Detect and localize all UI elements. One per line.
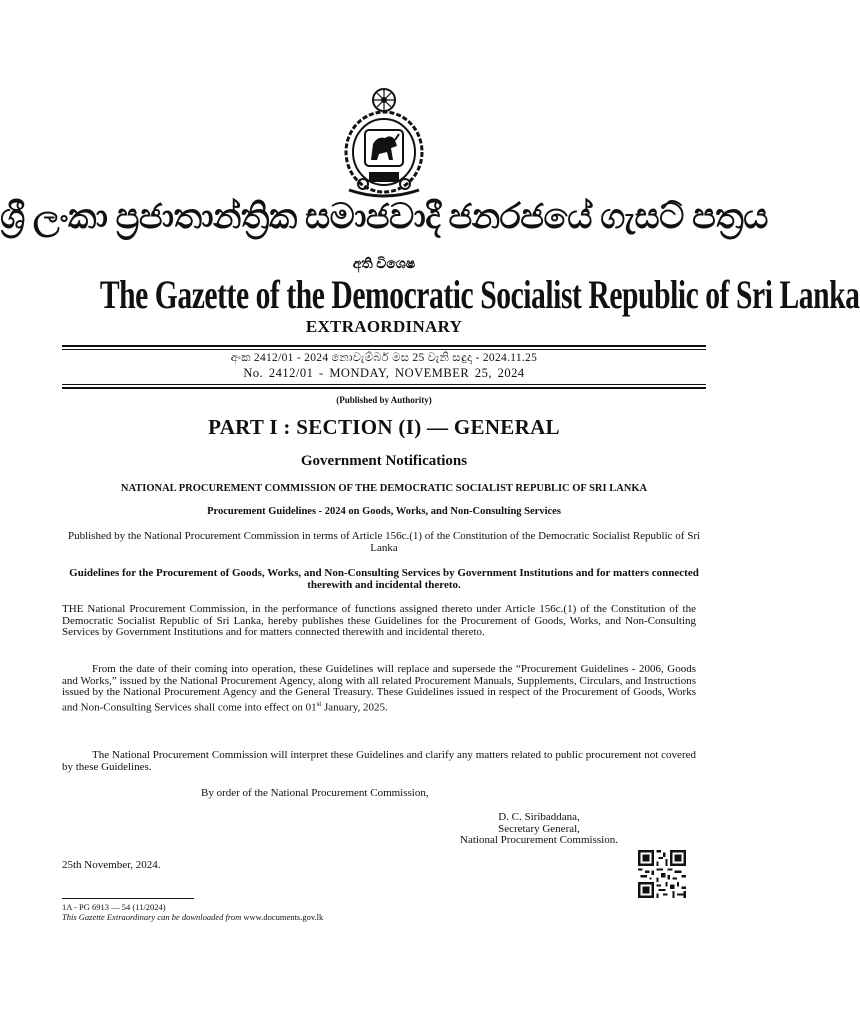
signatory-title: Secretary General, <box>498 822 580 835</box>
section-heading: Government Notifications <box>300 453 468 469</box>
download-link[interactable]: www.documents.gov.lk <box>243 912 324 922</box>
gazette-title-english: The Gazette of the Democratic Socialist Republic of Sri Lanka <box>99 272 860 317</box>
guidelines-title: Procurement Guidelines - 2024 on Goods, Works, and Non-Consulting Services <box>207 506 561 517</box>
published-by-authority: (Published by Authority) <box>336 395 432 405</box>
signatory-organization: National Procurement Commission. <box>460 834 618 847</box>
notice-date: 25th November, 2024. <box>62 859 161 871</box>
signature-block <box>424 812 654 847</box>
body-paragraph-2-text: From the date of their coming into operation, these Guidelines will replace and supersede the “Procurement Guidelines - 2006, Goods and Works,” issued by the National Procurement Agency, along with all related Procurement Manuals, Supplements, Circulars, and Instructions issued by the National Procurement Agency and the General Treasury. These Guidelines issued in respect of the Procurement of Goods, Works and Non-Consulting Services shall come into effect on 01 <box>62 663 696 714</box>
header-rule <box>62 387 706 389</box>
extraordinary-label-sinhala: අති විශෙෂ <box>352 257 416 272</box>
extraordinary-label: EXTRAORDINARY <box>305 317 463 336</box>
body-paragraph-3: The National Procurement Commission will interpret these Guidelines and clarify any matters related to public procurement not covered by these Guidelines. <box>62 749 696 773</box>
body-paragraph-2 <box>62 664 696 714</box>
header-rule <box>62 384 706 385</box>
signatory-name: D. C. Siribaddana, <box>498 811 580 823</box>
part-section-title: PART I : SECTION (I) — GENERAL <box>208 415 560 439</box>
commission-heading: NATIONAL PROCUREMENT COMMISSION OF THE DEMOCRATIC SOCIALIST REPUBLIC OF SRI LANKA <box>120 483 648 494</box>
by-order-line: By order of the National Procurement Commission, <box>201 787 429 799</box>
header-rule <box>62 345 706 347</box>
issue-line: No. 2412/01 - MONDAY, NOVEMBER 25, 2024 <box>243 366 525 380</box>
gazette-title-sinhala: ශ්‍රී ලංකා ප්‍රජාතාන්ත්‍රික සමාජවාදී ජනරජයේ ගැසට් පත්‍රය <box>0 197 768 236</box>
qr-code-icon <box>638 850 686 898</box>
sri-lanka-emblem <box>339 86 429 200</box>
download-note <box>62 912 323 922</box>
body-paragraph-2-text-end: January, 2025. <box>321 701 388 714</box>
footer-rule <box>62 898 194 899</box>
print-reference: 1A - PG 6913 — 54 (11/2024) <box>62 902 166 912</box>
scope-heading: Guidelines for the Procurement of Goods, Works, and Non-Consulting Services by Government Institutions and for matters connected therewith and incidental thereto. <box>69 567 699 591</box>
header-rule <box>62 349 706 350</box>
download-note-text: This Gazette Extraordinary can be downloaded from <box>62 912 244 922</box>
issue-line-sinhala: අංක 2412/01 - 2024 නොවැම්බර් මස 25 වැනි සඳුදා - 2024.11.25 <box>230 352 538 364</box>
body-paragraph-1: THE National Procurement Commission, in the performance of functions assigned thereto under Article 156c.(1) of the Constitution of the Democratic Socialist Republic of Sri Lanka, hereby publishes these Guidelines for the Procurement of Goods, Works, and Non-Consulting Services by Government Institutions and for matters connected therewith and incidental thereto. <box>62 603 696 639</box>
publication-note: Published by the National Procurement Commission in terms of Article 156c.(1) of the Constitution of the Democratic Socialist Republic of Sri Lanka <box>67 530 701 554</box>
ordinal-suffix: st <box>316 699 322 708</box>
